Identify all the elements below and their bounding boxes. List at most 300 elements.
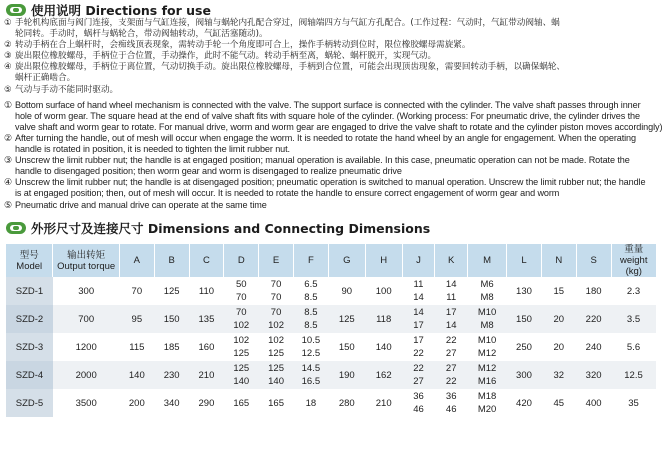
column-header-text: L: [521, 255, 527, 266]
cell-value: 102: [233, 320, 250, 331]
direction-text: Pneumatic drive and manual drive can operate at the same time: [15, 199, 267, 210]
cell-values: [154, 341, 189, 354]
table-cell: [541, 389, 576, 417]
table-cell: [328, 389, 365, 417]
table-cell: [293, 277, 328, 305]
direction-number: [4, 73, 15, 84]
cell-values: [365, 341, 402, 354]
cell-value: 36: [413, 391, 424, 402]
cell-value: 125: [338, 313, 355, 325]
direction-line: [4, 122, 660, 133]
cell-values: [365, 397, 402, 410]
cell-values: [576, 313, 611, 326]
direction-text: Unscrew the limit rubber nut; the handle is at engaged position; manual operation is available. In this case, pneumatic operation can not be made. Rotate the: [15, 155, 630, 166]
cell-value: 135: [198, 313, 215, 325]
cell-value: 420: [516, 397, 532, 409]
direction-text: 旋出限位橡胶螺母，手柄位于离位置，气动切换手动。旋出限位橡胶螺母，手柄到合位置，可能会出现顶齿现象，需要回转动手柄，以确保蜗轮、: [15, 62, 566, 73]
cell-values: [293, 362, 328, 388]
cell-values: [154, 397, 189, 410]
column-header-text: H: [380, 255, 388, 266]
table-cell: [328, 361, 365, 389]
cell-values: [293, 397, 328, 410]
column-header: [53, 244, 119, 277]
cell-value: 14: [445, 320, 457, 331]
direction-number: ①: [4, 18, 12, 28]
cell-value: 140: [128, 369, 145, 381]
direction-number: [4, 111, 15, 122]
table-cell: [293, 389, 328, 417]
cell-values: [435, 334, 468, 360]
cell-value: 230: [163, 369, 180, 381]
cell-value: 140: [268, 376, 284, 387]
table-header-row: [6, 244, 656, 277]
table-cell: [53, 333, 119, 361]
cell-value: 17: [445, 307, 457, 318]
cell-values: [435, 278, 468, 304]
cell-values: [541, 397, 576, 410]
cell-value: 250: [516, 341, 532, 353]
cell-value: 3.5: [626, 313, 641, 325]
table-cell: [507, 389, 542, 417]
direction-number: [4, 188, 15, 199]
cell-value: 27: [445, 348, 457, 359]
column-header: [293, 244, 328, 277]
cell-value: 22: [445, 335, 457, 346]
cell-values: [119, 341, 154, 354]
cell-values: [365, 285, 402, 298]
cell-value: 115: [129, 341, 145, 353]
table-cell: [435, 361, 468, 389]
cell-value: 280: [338, 397, 355, 409]
column-header: [435, 244, 468, 277]
cell-value: 8.5: [304, 307, 318, 318]
cell-values: [576, 369, 611, 382]
cell-values: [468, 390, 507, 416]
table-cell: [293, 361, 328, 389]
cell-values: [259, 397, 294, 410]
table-cell: [53, 277, 119, 305]
direction-number: ③: [4, 51, 12, 62]
direction-number: [4, 144, 15, 155]
cell-value: 12.5: [301, 348, 321, 359]
cell-value: 110: [198, 285, 215, 297]
cell-value: 1200: [75, 341, 97, 353]
cell-value: 210: [375, 397, 392, 409]
cell-value: M8: [480, 292, 494, 303]
cell-values: [507, 341, 542, 354]
cell-value: 165: [233, 397, 250, 409]
table-cell: [259, 277, 294, 305]
table-cell: [119, 277, 154, 305]
dimensions-table: [6, 244, 656, 417]
column-header-text: C: [203, 255, 210, 266]
direction-line: [4, 29, 660, 40]
direction-text: 蜗杆正确啮合。: [15, 73, 76, 84]
cell-values: [293, 278, 328, 304]
table-row: [6, 389, 656, 417]
table-cell: [293, 305, 328, 333]
cell-value: 125: [268, 348, 284, 359]
table-cell: [224, 389, 259, 417]
table-cell: [53, 361, 119, 389]
table-cell: [154, 277, 189, 305]
cell-values: [6, 397, 53, 410]
column-header: [328, 244, 365, 277]
cell-values: [611, 341, 656, 354]
cell-value: 36: [445, 391, 457, 402]
direction-number: [4, 122, 15, 133]
cell-value: M10: [477, 335, 497, 346]
column-header-text: F: [307, 255, 314, 266]
cell-values: [259, 334, 294, 360]
cell-value: 2000: [75, 369, 97, 381]
direction-text: After turning the handle, out of mesh will occur when engage the worm. It is needed to rotate the hand wheel by an angle for engagement. When the operating: [15, 132, 636, 143]
direction-line: [4, 155, 660, 166]
cell-value: 14: [413, 307, 424, 318]
cell-values: [224, 334, 259, 360]
cell-value: 150: [338, 341, 355, 353]
direction-line: [4, 40, 660, 51]
table-cell: [259, 361, 294, 389]
table-cell: [154, 361, 189, 389]
column-header-text: weight: [620, 255, 648, 266]
cell-values: [259, 278, 294, 304]
table-cell: [468, 333, 507, 361]
cell-value: M18: [477, 391, 497, 402]
column-header-text: Output torque: [57, 260, 116, 272]
table-cell: [435, 389, 468, 417]
cell-value: 5.6: [626, 341, 641, 353]
cell-value: M12: [477, 363, 497, 374]
cell-value: 150: [516, 313, 532, 325]
table-cell: [328, 305, 365, 333]
direction-number: ④: [4, 177, 13, 188]
cell-value: 70: [270, 307, 282, 318]
table-cell: [541, 361, 576, 389]
table-cell: [293, 333, 328, 361]
table-cell: [541, 277, 576, 305]
cell-value: 130: [516, 285, 532, 297]
direction-line: [4, 111, 660, 122]
cell-values: [468, 334, 507, 360]
cell-value: 160: [198, 341, 215, 353]
column-header: [189, 244, 224, 277]
cell-value: 16.5: [301, 376, 321, 387]
cell-value: 290: [198, 397, 215, 409]
cell-values: [507, 313, 542, 326]
table-row: [6, 361, 656, 389]
cell-values: [189, 397, 224, 410]
column-header: [576, 244, 611, 277]
table-cell: [576, 361, 611, 389]
cell-values: [328, 313, 365, 326]
cell-values: [611, 397, 656, 410]
cell-value: 70: [235, 307, 247, 318]
cell-value: 125: [163, 285, 180, 297]
table-cell: [402, 389, 435, 417]
table-cell: [402, 333, 435, 361]
direction-line: [4, 200, 660, 211]
cell-values: [468, 306, 507, 332]
cell-values: [6, 341, 53, 354]
column-header-text: J: [416, 255, 421, 266]
table-cell: [119, 361, 154, 389]
table-cell: [576, 333, 611, 361]
cell-value: 125: [233, 363, 250, 374]
table-cell: [224, 333, 259, 361]
table-cell: [507, 333, 542, 361]
direction-line: [4, 62, 660, 73]
cell-value: 165: [268, 397, 284, 409]
cell-value: 50: [235, 279, 247, 290]
cell-values: [541, 341, 576, 354]
table-cell: [328, 333, 365, 361]
direction-line: [4, 100, 660, 111]
table-cell: [224, 305, 259, 333]
cell-value: 8.5: [304, 292, 318, 303]
cell-values: [53, 397, 119, 410]
direction-text: Bottom surface of hand wheel mechanism is connected with the valve. The support surface is connected with the cylinder. The valve shaft passes through inner: [15, 99, 641, 110]
direction-text: hole of worm gear. The square head at the end of valve shaft fits with square hole of the cylinder. (Working process: For pneumatic drive, the cylinder drives the: [15, 110, 640, 121]
cell-value: 20: [553, 341, 565, 353]
cell-value: 320: [585, 369, 602, 381]
cell-values: [189, 369, 224, 382]
cell-value: 14: [413, 292, 424, 303]
cell-values: [402, 306, 435, 332]
direction-line: [4, 177, 660, 188]
cell-value: SZD-1: [15, 285, 44, 297]
column-header-text: D: [237, 255, 245, 266]
direction-line: [4, 85, 660, 96]
cell-values: [611, 313, 656, 326]
cell-value: 46: [413, 404, 424, 415]
table-cell: [154, 305, 189, 333]
cell-value: 6.5: [304, 279, 318, 290]
cell-values: [224, 362, 259, 388]
table-body: [6, 277, 656, 417]
cell-value: 32: [553, 369, 565, 381]
cell-values: [402, 390, 435, 416]
cell-values: [189, 285, 224, 298]
cell-value: M12: [477, 348, 497, 359]
direction-text: Unscrew the limit rubber nut; the handle is at disengaged position; pneumatic operation is switched to manual operation. Unscrew the limit rubber nut; the handle: [15, 177, 646, 188]
directions-english: [4, 100, 660, 211]
cell-value: 18: [305, 397, 317, 409]
table-cell: [119, 305, 154, 333]
table-cell: [154, 389, 189, 417]
direction-number: ①: [4, 99, 13, 110]
table-cell: [576, 389, 611, 417]
cell-value: 27: [445, 363, 457, 374]
cell-values: [365, 369, 402, 382]
cell-value: 102: [268, 335, 284, 346]
table-cell: [365, 333, 402, 361]
cell-value: 70: [270, 279, 282, 290]
table-cell: [435, 305, 468, 333]
column-header: [611, 244, 656, 277]
direction-text: valve shaft and worm gear to rotate. For manual drive, worm and worm gear are engaged to drive the valve shaft to rotate and the cylinder piston moves accordingly): [15, 121, 662, 132]
cell-value: SZD-4: [15, 369, 44, 381]
column-header-text: 型号: [19, 249, 39, 261]
cell-values: [507, 397, 542, 410]
direction-line: [4, 166, 660, 177]
column-header-text: (kg): [625, 266, 642, 277]
cell-value: 140: [375, 341, 392, 353]
direction-number: ④: [4, 62, 12, 73]
direction-text: handle to disengaged position; then worm gear and worm is disengaged to realize pneumatic drive: [15, 166, 402, 177]
table-cell: [365, 305, 402, 333]
column-header-text: N: [555, 255, 563, 266]
table-cell: [468, 305, 507, 333]
cell-values: [541, 285, 576, 298]
cell-values: [154, 285, 189, 298]
cell-values: [224, 278, 259, 304]
cell-value: 14: [445, 279, 457, 290]
direction-text: 轮同转。手动时，蜗杆与蜗轮合，带动阀轴转动，气缸活塞随动)。: [15, 29, 268, 40]
table-cell: [507, 305, 542, 333]
cell-value: 300: [78, 285, 95, 297]
table-cell: [328, 277, 365, 305]
table-cell: [259, 333, 294, 361]
model-cell: [6, 333, 53, 361]
table-cell: [611, 361, 656, 389]
cell-value: 118: [376, 313, 392, 325]
table-cell: [365, 277, 402, 305]
cell-value: 15: [553, 285, 565, 297]
cell-values: [468, 278, 507, 304]
cell-value: 27: [413, 376, 424, 387]
cell-value: 8.5: [304, 320, 318, 331]
column-header-text: G: [343, 255, 351, 266]
column-header-text: 输出转矩: [67, 249, 106, 261]
column-header-text: S: [590, 255, 597, 266]
cell-value: 185: [163, 341, 180, 353]
table-cell: [402, 305, 435, 333]
cell-value: M6: [480, 279, 494, 290]
direction-line: [4, 144, 660, 155]
cell-values: [541, 313, 576, 326]
cell-value: 340: [163, 397, 180, 409]
cell-value: 125: [268, 363, 284, 374]
cell-value: 300: [516, 369, 532, 381]
cell-value: SZD-2: [15, 313, 44, 325]
cell-value: 10.5: [301, 335, 321, 346]
column-header-text: M: [483, 255, 492, 266]
dimensions-heading: 外形尺寸及连接尺寸 Dimensions and Connecting Dimensions: [6, 220, 430, 236]
cell-values: [435, 306, 468, 332]
cell-values: [53, 285, 119, 298]
cell-value: SZD-5: [15, 397, 44, 409]
table-cell: [402, 277, 435, 305]
cell-value: 100: [375, 285, 392, 297]
cell-value: M8: [480, 320, 494, 331]
cell-values: [507, 285, 542, 298]
cell-value: 70: [131, 285, 143, 297]
direction-number: ⑤: [4, 84, 12, 95]
direction-line: [4, 51, 660, 62]
model-cell: [6, 389, 53, 417]
cell-value: 90: [341, 285, 353, 297]
direction-line: [4, 73, 660, 84]
direction-number: ②: [4, 132, 13, 143]
cell-values: [541, 369, 576, 382]
column-header-text: 重量: [624, 244, 644, 255]
cell-value: 240: [585, 341, 602, 353]
table-cell: [507, 361, 542, 389]
table-cell: [468, 361, 507, 389]
cell-value: 20: [553, 313, 565, 325]
table-cell: [154, 333, 189, 361]
table-cell: [468, 389, 507, 417]
direction-line: [4, 133, 660, 144]
cell-values: [611, 285, 656, 298]
cell-value: 17: [413, 335, 424, 346]
table-cell: [541, 305, 576, 333]
cell-values: [224, 306, 259, 332]
directions-body: [4, 18, 660, 211]
column-header: [541, 244, 576, 277]
cell-values: [293, 334, 328, 360]
cell-values: [119, 285, 154, 298]
direction-line: [4, 18, 660, 29]
cell-values: [224, 397, 259, 410]
cell-value: 220: [585, 313, 602, 325]
cell-value: 2.3: [626, 285, 641, 297]
cell-values: [328, 369, 365, 382]
cell-value: 700: [78, 313, 95, 325]
directions-heading: 使用说明 Directions for use: [6, 2, 211, 18]
table-cell: [119, 333, 154, 361]
cell-values: [576, 397, 611, 410]
table-cell: [541, 333, 576, 361]
table-cell: [611, 389, 656, 417]
column-header: [259, 244, 294, 277]
cell-values: [259, 362, 294, 388]
direction-number: [4, 29, 15, 40]
direction-number: ③: [4, 155, 13, 166]
cell-value: 3500: [75, 397, 97, 409]
column-header: [507, 244, 542, 277]
table-cell: [53, 305, 119, 333]
column-header-text: E: [272, 255, 280, 266]
table-cell: [468, 277, 507, 305]
cell-values: [328, 397, 365, 410]
cell-value: SZD-3: [15, 341, 44, 353]
table-cell: [576, 305, 611, 333]
table-cell: [402, 361, 435, 389]
cell-value: 162: [375, 369, 392, 381]
cell-values: [402, 278, 435, 304]
direction-text: 转动手柄在合上蜗杆时，会痴线顶表现象，需转动手轮一个角度即可合上，操作手柄转动到位时，限位橡胶螺母需旋紧。: [15, 40, 471, 51]
cell-values: [328, 341, 365, 354]
directions-chinese: [4, 18, 660, 96]
table-cell: [189, 361, 224, 389]
table-cell: [189, 389, 224, 417]
direction-number: ⑤: [4, 199, 13, 210]
cell-values: [119, 397, 154, 410]
cell-value: 150: [163, 313, 180, 325]
direction-text: is at engaged position; then, out of mesh will occur. It is needed to rotate the handle to ensure correct engagement of worm gear and worm: [15, 188, 560, 199]
direction-text: 旋出限位橡胶螺母，手柄位于合位置，手动操作，此时不能气动。转动手柄至离，蜗轮、蜗杆脱开，实现气动。: [15, 51, 437, 62]
table-row: [6, 305, 656, 333]
cell-value: 14.5: [301, 363, 321, 374]
table-row: [6, 333, 656, 361]
table-cell: [365, 361, 402, 389]
table-cell: [435, 277, 468, 305]
cell-values: [6, 369, 53, 382]
cell-values: [119, 313, 154, 326]
cell-values: [365, 313, 402, 326]
